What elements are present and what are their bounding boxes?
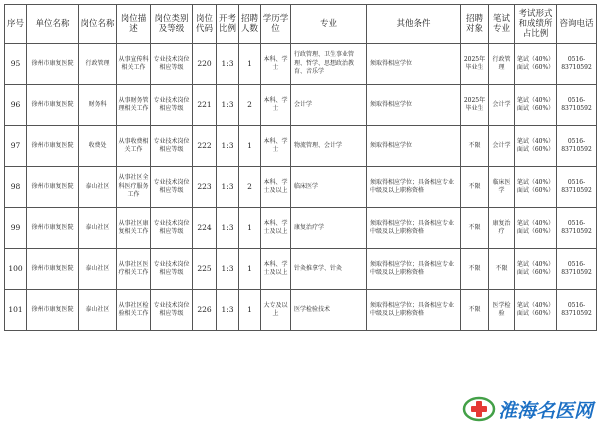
major-cell: 行政管理、卫生事业管理、哲学、思想政治教育、音乐学 — [291, 44, 367, 85]
position-category-cell: 专业技术岗位相应等级 — [151, 126, 193, 167]
position-code-cell: 222 — [193, 126, 217, 167]
written-exam-major-cell: 行政管理 — [489, 44, 515, 85]
position-code-cell: 224 — [193, 208, 217, 249]
contact-phone-cell: 0516-83710592 — [557, 249, 597, 290]
other-conditions-cell: 须取得相应学位 — [367, 44, 461, 85]
position-code-cell: 221 — [193, 85, 217, 126]
written-exam-major-cell: 不限 — [489, 249, 515, 290]
hiring-count-cell: 2 — [239, 85, 261, 126]
education-cell: 本科、学士 — [261, 44, 291, 85]
recruitment-target-cell: 不限 — [461, 249, 489, 290]
written-exam-major-cell: 临床医学 — [489, 167, 515, 208]
position-description-cell: 从事社区全科医疗服务工作 — [117, 167, 151, 208]
column-header: 专业 — [291, 5, 367, 44]
recruitment-target-cell: 不限 — [461, 290, 489, 331]
contact-phone-cell: 0516-83710592 — [557, 290, 597, 331]
recruitment-target-cell: 不限 — [461, 208, 489, 249]
position-name-cell: 行政管理 — [79, 44, 117, 85]
hiring-count-cell: 1 — [239, 249, 261, 290]
position-name-cell: 泰山社区 — [79, 208, 117, 249]
table-body — [5, 44, 597, 331]
contact-phone-cell: 0516-83710592 — [557, 126, 597, 167]
unit-name-cell: 徐州市康复医院 — [27, 44, 79, 85]
exam-ratio-cell: 1:3 — [217, 249, 239, 290]
table-row — [5, 44, 597, 85]
exam-ratio-cell: 1:3 — [217, 290, 239, 331]
position-code-cell: 226 — [193, 290, 217, 331]
table-row — [5, 290, 597, 331]
recruitment-target-cell: 不限 — [461, 126, 489, 167]
exam-format-cell: 笔试（40%）面试（60%） — [515, 249, 557, 290]
major-cell: 康复治疗学 — [291, 208, 367, 249]
table-header — [5, 5, 597, 44]
position-name-cell: 泰山社区 — [79, 249, 117, 290]
serial-number-cell: 97 — [5, 126, 27, 167]
column-header: 岗位名称 — [79, 5, 117, 44]
exam-format-cell: 笔试（40%）面试（60%） — [515, 126, 557, 167]
written-exam-major-cell: 会计学 — [489, 85, 515, 126]
position-description-cell: 从事收费相关工作 — [117, 126, 151, 167]
major-cell: 物流管理、会计学 — [291, 126, 367, 167]
serial-number-cell: 96 — [5, 85, 27, 126]
education-cell: 大专及以上 — [261, 290, 291, 331]
education-cell: 本科、学士及以上 — [261, 167, 291, 208]
exam-ratio-cell: 1:3 — [217, 85, 239, 126]
contact-phone-cell: 0516-83710592 — [557, 167, 597, 208]
recruitment-target-cell: 2025年毕业生 — [461, 44, 489, 85]
table-row — [5, 249, 597, 290]
medical-cross-logo-icon — [462, 396, 496, 422]
hiring-count-cell: 1 — [239, 126, 261, 167]
serial-number-cell: 100 — [5, 249, 27, 290]
column-header: 招聘对象 — [461, 5, 489, 44]
position-category-cell: 专业技术岗位相应等级 — [151, 249, 193, 290]
site-watermark — [462, 396, 598, 422]
other-conditions-cell: 须取得相应学位 — [367, 126, 461, 167]
table-row — [5, 85, 597, 126]
unit-name-cell: 徐州市康复医院 — [27, 290, 79, 331]
exam-ratio-cell: 1:3 — [217, 126, 239, 167]
column-header: 咨询电话 — [557, 5, 597, 44]
serial-number-cell: 99 — [5, 208, 27, 249]
position-category-cell: 专业技术岗位相应等级 — [151, 290, 193, 331]
serial-number-cell: 95 — [5, 44, 27, 85]
column-header: 岗位描述 — [117, 5, 151, 44]
hiring-count-cell: 1 — [239, 44, 261, 85]
written-exam-major-cell: 会计学 — [489, 126, 515, 167]
contact-phone-cell: 0516-83710592 — [557, 85, 597, 126]
unit-name-cell: 徐州市康复医院 — [27, 167, 79, 208]
position-name-cell: 泰山社区 — [79, 290, 117, 331]
position-name-cell: 收费处 — [79, 126, 117, 167]
position-description-cell: 从事宣传科相关工作 — [117, 44, 151, 85]
column-header: 笔试专业 — [489, 5, 515, 44]
exam-format-cell: 笔试（40%）面试（60%） — [515, 167, 557, 208]
other-conditions-cell: 须取得相应学位；具备相应专业中级及以上职称资格 — [367, 290, 461, 331]
table-row — [5, 167, 597, 208]
position-description-cell: 从事社区检验相关工作 — [117, 290, 151, 331]
hiring-count-cell: 1 — [239, 290, 261, 331]
exam-ratio-cell: 1:3 — [217, 44, 239, 85]
recruitment-table-container — [4, 4, 596, 331]
hiring-count-cell: 2 — [239, 167, 261, 208]
written-exam-major-cell: 康复治疗 — [489, 208, 515, 249]
other-conditions-cell: 须取得相应学位；具备相应专业中级及以上职称资格 — [367, 249, 461, 290]
column-header: 岗位代码 — [193, 5, 217, 44]
position-description-cell: 从事社区医疗相关工作 — [117, 249, 151, 290]
major-cell: 医学检验技术 — [291, 290, 367, 331]
exam-format-cell: 笔试（40%）面试（60%） — [515, 85, 557, 126]
position-name-cell: 泰山社区 — [79, 167, 117, 208]
position-category-cell: 专业技术岗位相应等级 — [151, 208, 193, 249]
position-description-cell: 从事社区康复相关工作 — [117, 208, 151, 249]
exam-format-cell: 笔试（40%）面试（60%） — [515, 208, 557, 249]
column-header: 考试形式和成绩所占比例 — [515, 5, 557, 44]
column-header: 序号 — [5, 5, 27, 44]
education-cell: 本科、学士及以上 — [261, 249, 291, 290]
position-category-cell: 专业技术岗位相应等级 — [151, 44, 193, 85]
education-cell: 本科、学士 — [261, 126, 291, 167]
exam-format-cell: 笔试（40%）面试（60%） — [515, 44, 557, 85]
education-cell: 本科、学士 — [261, 85, 291, 126]
contact-phone-cell: 0516-83710592 — [557, 44, 597, 85]
written-exam-major-cell: 医学检验 — [489, 290, 515, 331]
recruitment-target-cell: 不限 — [461, 167, 489, 208]
other-conditions-cell: 须取得相应学位 — [367, 85, 461, 126]
column-header: 招聘人数 — [239, 5, 261, 44]
other-conditions-cell: 须取得相应学位；具备相应专业中级及以上职称资格 — [367, 167, 461, 208]
position-name-cell: 财务科 — [79, 85, 117, 126]
serial-number-cell: 98 — [5, 167, 27, 208]
exam-format-cell: 笔试（40%）面试（60%） — [515, 290, 557, 331]
unit-name-cell: 徐州市康复医院 — [27, 208, 79, 249]
recruitment-table — [4, 4, 597, 331]
header-row — [5, 5, 597, 44]
education-cell: 本科、学士及以上 — [261, 208, 291, 249]
hiring-count-cell: 1 — [239, 208, 261, 249]
position-description-cell: 从事财务管理相关工作 — [117, 85, 151, 126]
position-code-cell: 220 — [193, 44, 217, 85]
column-header: 岗位类别及等级 — [151, 5, 193, 44]
serial-number-cell: 101 — [5, 290, 27, 331]
column-header: 开考比例 — [217, 5, 239, 44]
major-cell: 针灸推拿学、针灸 — [291, 249, 367, 290]
column-header: 单位名称 — [27, 5, 79, 44]
unit-name-cell: 徐州市康复医院 — [27, 249, 79, 290]
unit-name-cell: 徐州市康复医院 — [27, 126, 79, 167]
exam-ratio-cell: 1:3 — [217, 167, 239, 208]
unit-name-cell: 徐州市康复医院 — [27, 85, 79, 126]
other-conditions-cell: 须取得相应学位；具备相应专业中级及以上职称资格 — [367, 208, 461, 249]
position-code-cell: 225 — [193, 249, 217, 290]
column-header: 其他条件 — [367, 5, 461, 44]
major-cell: 临床医学 — [291, 167, 367, 208]
recruitment-target-cell: 2025年毕业生 — [461, 85, 489, 126]
table-row — [5, 126, 597, 167]
exam-ratio-cell: 1:3 — [217, 208, 239, 249]
column-header: 学历学位 — [261, 5, 291, 44]
position-category-cell: 专业技术岗位相应等级 — [151, 85, 193, 126]
position-category-cell: 专业技术岗位相应等级 — [151, 167, 193, 208]
table-row — [5, 208, 597, 249]
major-cell: 会计学 — [291, 85, 367, 126]
contact-phone-cell: 0516-83710592 — [557, 208, 597, 249]
position-code-cell: 223 — [193, 167, 217, 208]
watermark-text: 淮海名医网 — [498, 400, 594, 422]
